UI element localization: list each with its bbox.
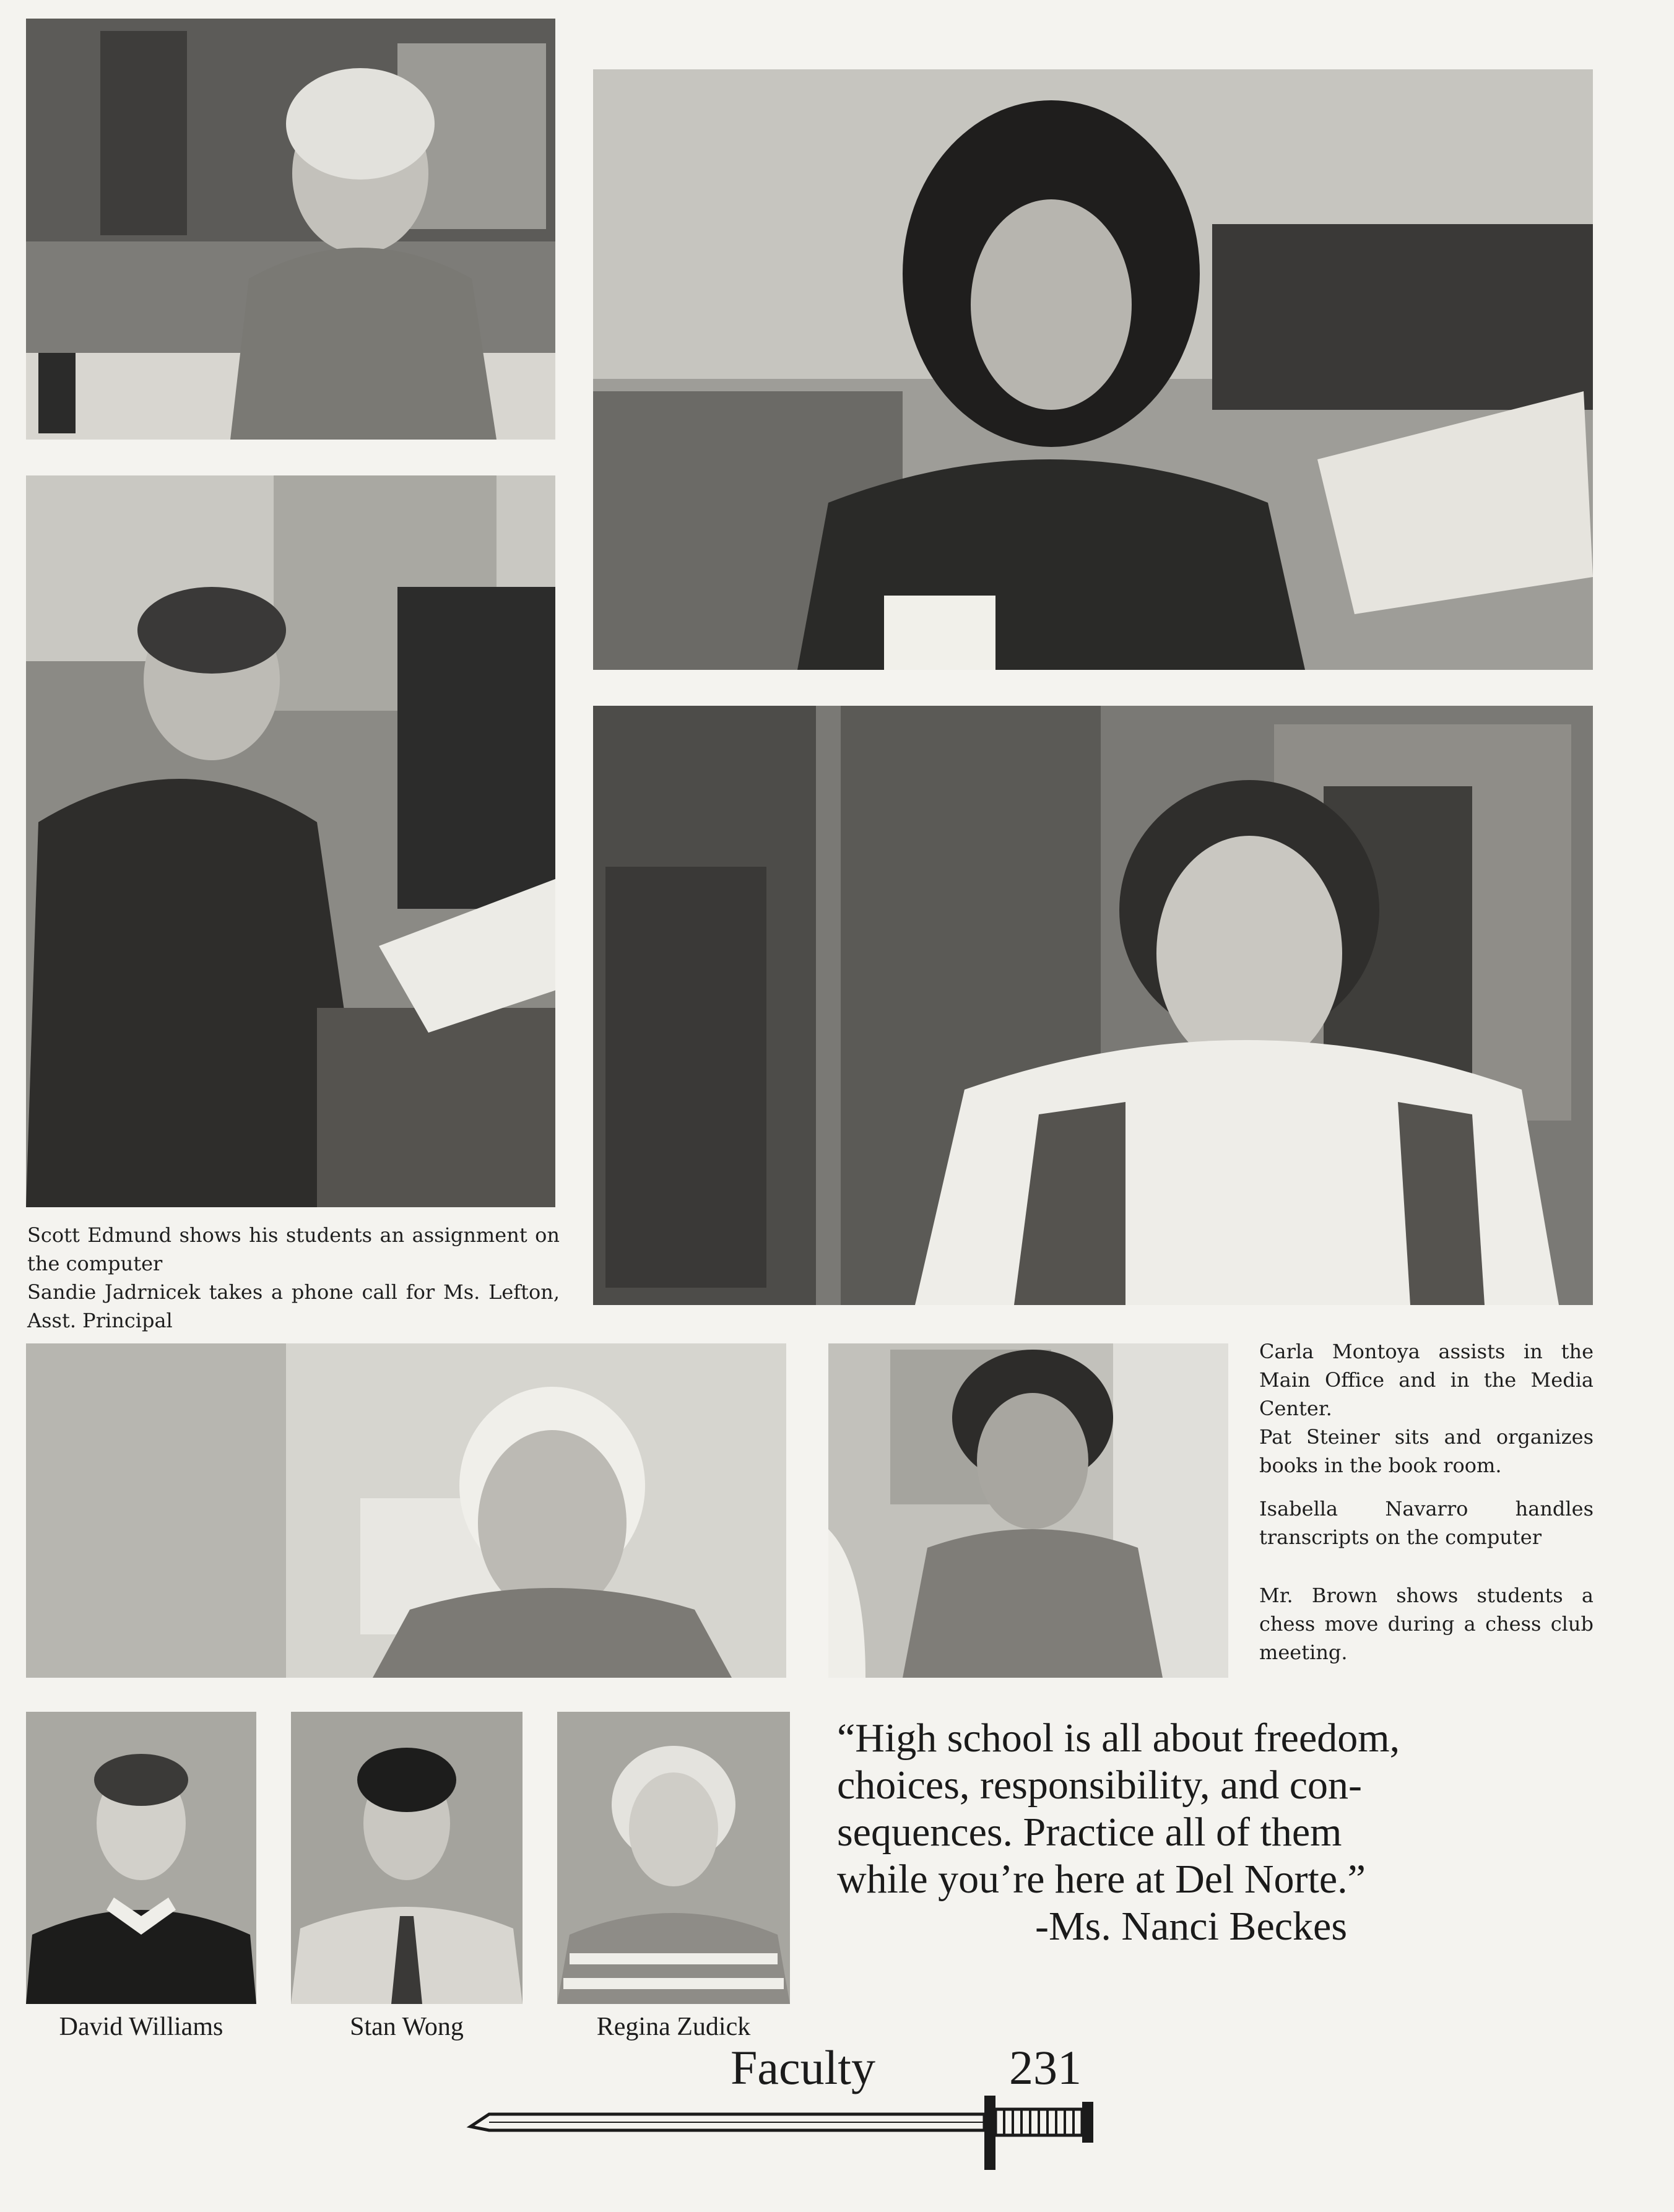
caption-book-room: Pat Steiner sits and organizes books in the book room. xyxy=(1259,1425,1594,1477)
photo-book-room xyxy=(593,706,1593,1305)
photo-transcripts xyxy=(828,1343,1228,1678)
portrait-name: Stan Wong xyxy=(350,2013,464,2041)
caption-main-office: Carla Montoya assists in the Main Office and in the Media Center. xyxy=(1259,1340,1594,1420)
caption-left xyxy=(27,1221,560,1335)
photo-phone-call xyxy=(26,19,555,440)
caption-computer-assignment: Scott Edmund shows his students an assignment on the computer xyxy=(27,1223,560,1275)
quote-line: sequences. Practice all of them xyxy=(837,1810,1342,1855)
photo-computer-assignment xyxy=(26,475,555,1207)
caption-phone-call: Sandie Jadrnicek takes a phone call for Ms. Lefton, Asst. Principal xyxy=(27,1280,560,1332)
sword-icon xyxy=(464,2096,1121,2182)
portrait-david-williams xyxy=(26,1712,256,2004)
photo-chess-club xyxy=(26,1343,786,1678)
portrait-name: Regina Zudick xyxy=(596,2013,751,2041)
photo-main-office xyxy=(593,69,1593,670)
quote-line: while you’re here at Del Norte.” xyxy=(837,1857,1366,1902)
portrait-name: David Williams xyxy=(59,2013,223,2041)
page-number: 231 xyxy=(1009,2041,1082,2094)
pull-quote xyxy=(837,1715,1468,1950)
caption-right xyxy=(1259,1337,1594,1667)
quote-attribution: -Ms. Nanci Beckes xyxy=(1035,1904,1348,1949)
quote-line: choices, responsibility, and con- xyxy=(837,1763,1363,1808)
portrait-regina-zudick xyxy=(557,1712,790,2004)
caption-chess-club: Mr. Brown shows students a chess move during a chess club meeting. xyxy=(1259,1584,1594,1664)
portrait-stan-wong xyxy=(291,1712,523,2004)
quote-line: “High school is all about freedom, xyxy=(837,1715,1400,1761)
caption-transcripts: Isabella Navarro handles transcripts on the computer xyxy=(1259,1497,1594,1549)
section-title: Faculty xyxy=(731,2041,875,2094)
